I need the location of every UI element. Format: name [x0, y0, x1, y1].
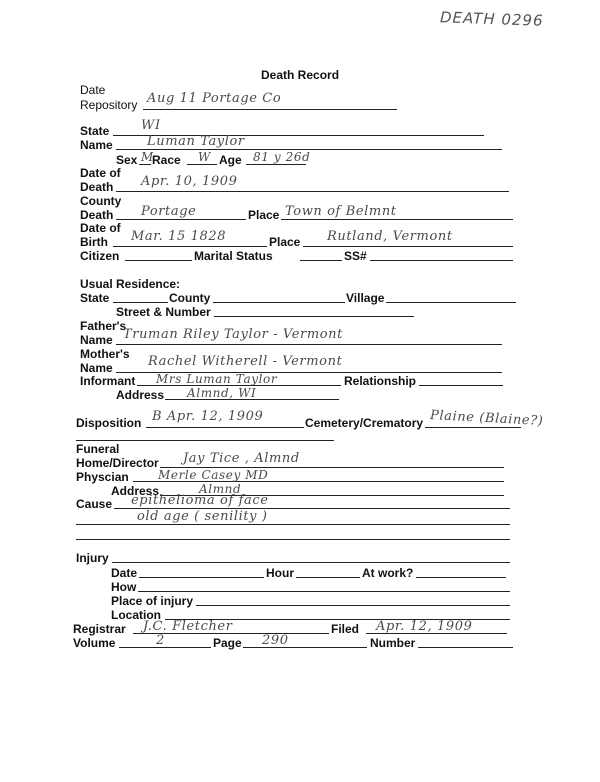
cemetery-label: Cemetery/Crematory — [305, 416, 424, 430]
father-name-label: Name — [80, 333, 113, 347]
state-value: WI — [141, 118, 161, 133]
usual-residence-label: Usual Residence: — [80, 277, 181, 291]
informant-address-label: Address — [116, 388, 165, 402]
date-of-birth-label-1: Date of — [80, 221, 121, 235]
death-place-value: Town of Belmnt — [285, 204, 397, 219]
marital-status-label: Marital Status — [194, 249, 273, 263]
name-label: Name — [80, 138, 113, 152]
death-place-label: Place — [248, 208, 280, 222]
citizen-label: Citizen — [80, 249, 120, 263]
registrar-label: Registrar — [73, 622, 126, 636]
residence-state-label: State — [80, 291, 110, 305]
repository-label: Repository — [80, 98, 138, 112]
physcian-value: Merle Casey MD — [158, 468, 269, 482]
date-of-death-label-1: Date of — [80, 166, 121, 180]
registrar-value: J.C. Fletcher — [143, 619, 233, 634]
mothers-label: Mother's — [80, 347, 130, 361]
cause-value-2: old age ( senility ) — [137, 509, 268, 524]
father-name-value: Truman Riley Taylor - Vermont — [123, 327, 343, 342]
ss-label: SS# — [344, 249, 367, 263]
physcian-label: Physcian — [76, 470, 129, 484]
injury-location-label: Location — [111, 608, 161, 622]
birth-place-value: Rutland, Vermont — [327, 229, 453, 244]
injury-how-label: How — [111, 580, 137, 594]
document-id: DEATH 0296 — [439, 8, 544, 30]
relationship-label: Relationship — [344, 374, 417, 388]
cause-value-1: epithelioma of face — [131, 493, 269, 508]
sex-label: Sex — [116, 153, 138, 167]
street-number-label: Street & Number — [116, 305, 211, 319]
page-value: 290 — [262, 633, 289, 648]
residence-village-label: Village — [346, 291, 385, 305]
filed-label: Filed — [331, 622, 360, 636]
age-label: Age — [219, 153, 242, 167]
date-label: Date — [80, 83, 106, 97]
informant-address-value: Almnd, WI — [187, 386, 257, 400]
fathers-label: Father's — [80, 319, 127, 333]
race-value: W — [198, 150, 211, 164]
race-label: Race — [152, 153, 181, 167]
death-county-value: Portage — [141, 204, 197, 219]
county-death-label-2: Death — [80, 208, 114, 222]
death-date-value: Apr. 10, 1909 — [141, 174, 238, 189]
injury-hour-label: Hour — [266, 566, 294, 580]
funeral-home-value: Jay Tice , Almnd — [183, 451, 300, 466]
county-death-label-1: County — [80, 194, 122, 208]
disposition-label: Disposition — [76, 416, 142, 430]
mother-name-label: Name — [80, 361, 113, 375]
repository-value: Aug 11 Portage Co — [147, 91, 282, 106]
date-of-death-label-2: Death — [80, 180, 114, 194]
informant-value: Mrs Luman Taylor — [156, 372, 278, 386]
at-work-label: At work? — [362, 566, 414, 580]
residence-county-label: County — [169, 291, 211, 305]
birth-date-value: Mar. 15 1828 — [131, 229, 227, 244]
form-title: Death Record — [261, 68, 340, 82]
volume-label: Volume — [73, 636, 116, 650]
volume-value: 2 — [156, 633, 165, 648]
physcian-address-value: Almnd — [199, 482, 242, 496]
age-value: 81 y 26d — [253, 150, 311, 164]
state-label: State — [80, 124, 110, 138]
informant-label: Informant — [80, 374, 136, 388]
funeral-label: Funeral — [76, 442, 120, 456]
physcian-address-label: Address — [111, 484, 160, 498]
injury-date-label: Date — [111, 566, 138, 580]
date-of-birth-label-2: Birth — [80, 235, 108, 249]
place-of-injury-label: Place of injury — [111, 594, 194, 608]
page-label: Page — [213, 636, 242, 650]
sex-value: M — [141, 150, 154, 164]
cause-label: Cause — [76, 497, 113, 511]
filed-value: Apr. 12, 1909 — [376, 619, 473, 634]
home-director-label: Home/Director — [76, 456, 159, 470]
disposition-value: B Apr. 12, 1909 — [152, 409, 264, 424]
injury-label: Injury — [76, 551, 109, 565]
number-label: Number — [370, 636, 416, 650]
cemetery-value: Plaine (Blaine?) — [429, 408, 544, 429]
birth-place-label: Place — [269, 235, 301, 249]
name-value: Luman Taylor — [147, 134, 245, 149]
mother-name-value: Rachel Witherell - Vermont — [148, 354, 343, 369]
